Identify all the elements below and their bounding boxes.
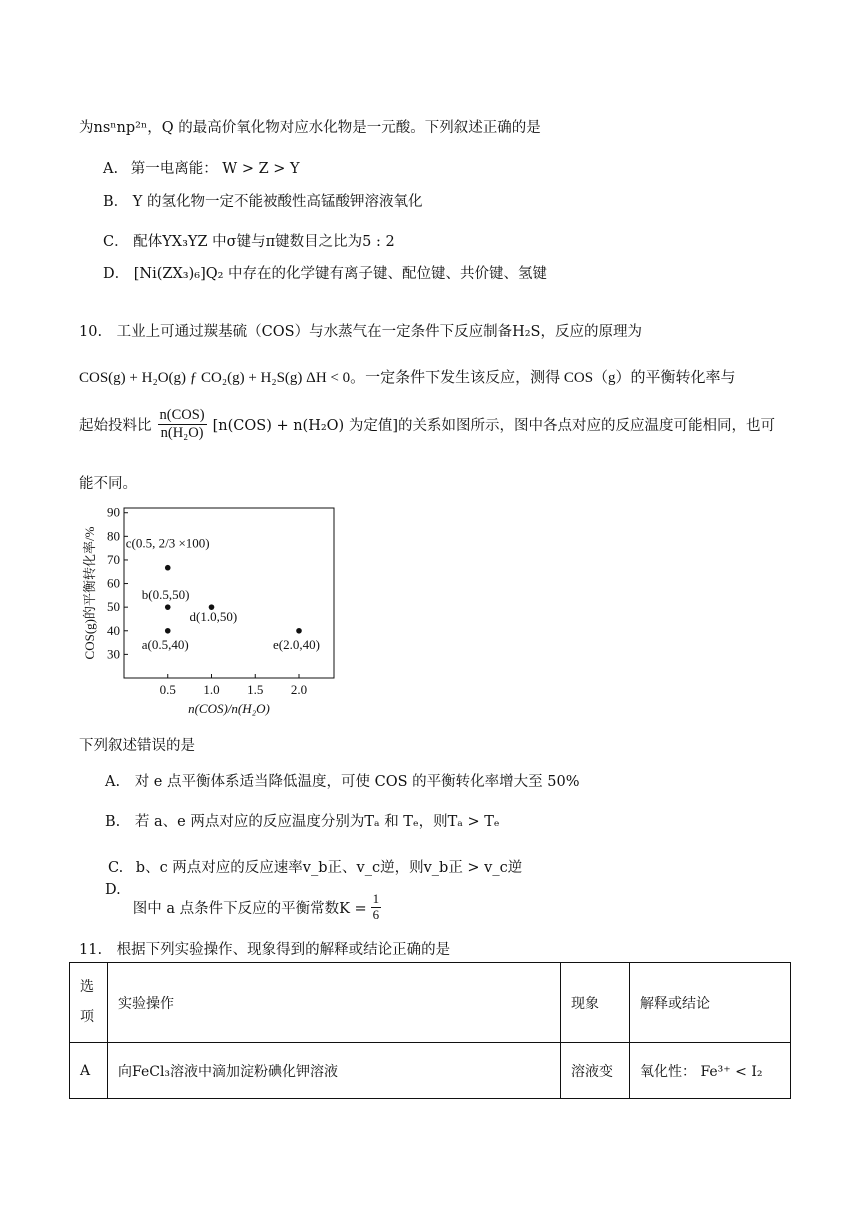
fraction-numerator: 1: [372, 891, 380, 906]
option-text: 图中 a 点条件下反应的平衡常数K =: [132, 900, 367, 917]
q10-stem-line1: [79, 320, 642, 341]
cell-operation: 向FeCl₃溶液中滴加淀粉碘化钾溶液: [108, 1043, 561, 1099]
header-operation: 实验操作: [108, 963, 561, 1043]
q9-option-a: [103, 157, 300, 178]
option-letter: D.: [105, 882, 121, 898]
x-tick-label: 2.0: [290, 682, 308, 697]
fraction-denominator: 6: [372, 906, 380, 922]
q10-stem-line4: 能不同。: [79, 476, 137, 492]
option-text: Y 的氢化物一定不能被酸性高锰酸钾溶液氧化: [132, 194, 423, 210]
option-letter: A.: [105, 774, 121, 790]
table-header-row: [70, 963, 791, 1043]
y-tick-label: 90: [107, 504, 120, 520]
option-text: 配体YX₃YZ 中σ键与π键数目之比为5 : 2: [133, 234, 395, 250]
cell-phenomenon: 溶液变: [561, 1043, 630, 1099]
table-row: [70, 1043, 791, 1099]
fraction-denominator: n(H₂O): [160, 424, 204, 441]
q9-option-b: [103, 190, 422, 211]
intro-line: 为nsⁿnp²ⁿ，Q 的最高价氧化物对应水化物是一元酸。下列叙述正确的是: [79, 120, 541, 136]
x-axis-label: n(COS)/n(H₂O): [188, 701, 270, 716]
header-conclusion: 解释或结论: [630, 963, 791, 1043]
data-label-d: d(1.0,50): [189, 609, 238, 625]
option-text: 若 a、e 两点对应的反应温度分别为Tₐ 和 Tₑ，则Tₐ > Tₑ: [134, 814, 500, 830]
option-letter: A.: [103, 161, 119, 177]
q9-option-c: [103, 230, 395, 251]
x-tick-label: 1.0: [203, 682, 220, 697]
q10-option-b: [105, 810, 500, 831]
experiment-table: [69, 962, 791, 1099]
y-tick-label: 50: [107, 599, 120, 615]
header-option: 选项: [70, 963, 108, 1043]
question-stem: 根据下列实验操作、现象得到的解释或结论正确的是: [116, 942, 451, 958]
q10-option-a: [105, 770, 579, 791]
question-number: 10.: [79, 324, 103, 340]
header-phenomenon: 现象: [561, 963, 630, 1043]
question-stem: [n(COS) + n(H₂O) 为定值]的关系如图所示，图中各点对应的反应温度可能相同，也可: [212, 417, 775, 434]
option-text: b、c 两点对应的反应速率v_b正、v_c逆，则v_b正 > v_c逆: [135, 860, 523, 876]
question-number: 11.: [79, 942, 103, 958]
y-axis-label: COS(g)的平衡转化率/%: [82, 526, 97, 660]
y-tick-label: 80: [107, 528, 120, 544]
cell-option: A: [70, 1043, 108, 1099]
question-stem: 起始投料比: [79, 417, 152, 434]
question-stem: 。一定条件下发生该反应，测得 COS（g）的平衡转化率与: [350, 370, 736, 386]
feed-ratio-fraction: [158, 407, 207, 441]
data-label-b: b(0.5,50): [141, 587, 190, 603]
y-tick-label: 30: [107, 646, 120, 662]
data-point-e: [296, 628, 302, 634]
equilibrium-constant-fraction: [371, 892, 382, 923]
option-text: 第一电离能： W > Z > Y: [130, 161, 300, 177]
fraction-numerator: n(COS): [159, 406, 205, 423]
q10-stem-line2: [79, 366, 736, 387]
q10-question: 下列叙述错误的是: [79, 738, 195, 754]
q9-option-d: [103, 262, 547, 283]
y-tick-label: 40: [107, 622, 120, 638]
cell-conclusion: 氧化性： Fe³⁺ < I₂: [630, 1043, 791, 1099]
data-point-a: [165, 628, 171, 634]
data-point-c: [165, 565, 171, 571]
option-text: [Ni(ZX₃)₆]Q₂ 中存在的化学键有离子键、配位键、共价键、氢键: [133, 266, 548, 282]
conversion-chart: [76, 500, 356, 720]
data-point-b: [165, 604, 171, 610]
option-letter: C.: [108, 860, 124, 876]
question-stem: 工业上可通过羰基硫（COS）与水蒸气在一定条件下反应制备H₂S，反应的原理为: [116, 324, 642, 340]
q11-stem: [79, 938, 450, 959]
data-label-a: a(0.5,40): [141, 636, 189, 652]
y-tick-label: 60: [107, 575, 120, 591]
x-tick-label: 0.5: [159, 682, 176, 697]
option-text-wrap: [133, 892, 381, 923]
option-letter: B.: [105, 814, 121, 830]
q10-option-c: [108, 856, 522, 877]
q10-stem-line3: [79, 398, 775, 450]
reaction-equation: COS(g) + H₂O(g) ƒ CO₂(g) + H₂S(g) ΔH < 0: [79, 370, 351, 386]
option-letter: D．: [103, 266, 130, 282]
x-tick-label: 1.5: [247, 682, 264, 697]
option-letter: B．: [103, 194, 129, 210]
y-tick-label: 70: [107, 551, 120, 567]
data-label-c: c(0.5, 2/3 ×100): [125, 535, 210, 551]
option-text: 对 e 点平衡体系适当降低温度，可使 COS 的平衡转化率增大至 50%: [134, 774, 580, 790]
option-letter: C．: [103, 234, 129, 250]
q10-option-d: [105, 882, 381, 923]
data-label-e: e(2.0,40): [273, 636, 320, 652]
